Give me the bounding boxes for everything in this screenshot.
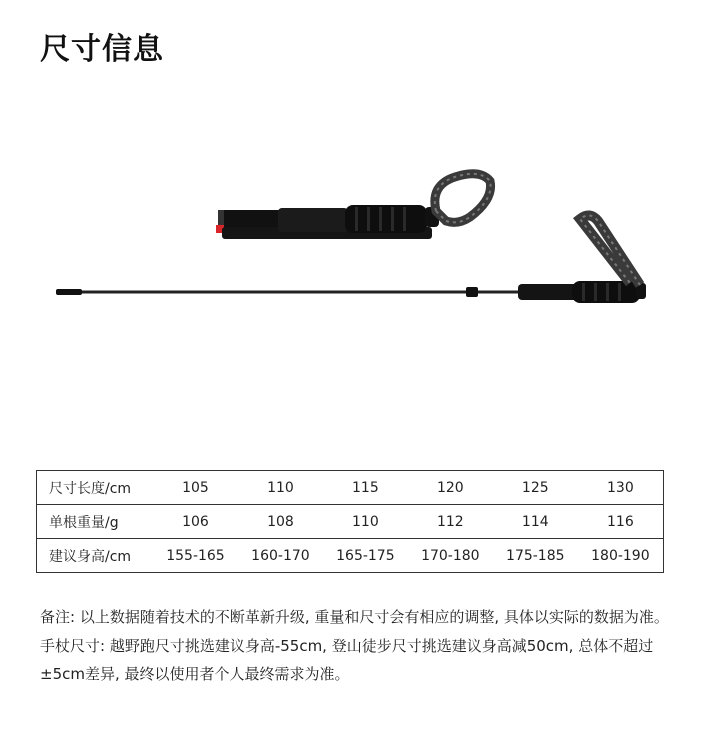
row-label: 尺寸长度/cm [37,471,154,505]
table-cell: 160-170 [238,539,323,573]
table-cell: 106 [153,505,238,539]
row-label: 单根重量/g [37,505,154,539]
note-remark: 备注: 以上数据随着技术的不断革新升级, 重量和尺寸会有相应的调整, 具体以实际的数据为准。 [40,608,669,626]
row-label: 建议身高/cm [37,539,154,573]
table-cell: 110 [238,471,323,505]
table-cell: 115 [323,471,408,505]
table-cell: 114 [493,505,578,539]
notes-section [40,603,670,689]
table-cell: 110 [323,505,408,539]
table-cell: 125 [493,471,578,505]
table-cell: 170-180 [408,539,493,573]
table-row-height [37,539,664,573]
table-cell: 175-185 [493,539,578,573]
table-cell: 130 [578,471,664,505]
page-title: 尺寸信息 [40,32,164,67]
note-pole-size: 手杖尺寸: 越野跑尺寸挑选建议身高-55cm, 登山徒步尺寸挑选建议身高减50cm, 总体不超过±5cm差异, 最终以使用者个人最终需求为准。 [40,636,654,683]
table-cell: 155-165 [153,539,238,573]
table-cell: 116 [578,505,664,539]
table-cell: 108 [238,505,323,539]
table-cell: 165-175 [323,539,408,573]
table-row-weight [37,505,664,539]
trekking-pole-image [0,165,702,315]
table-cell: 180-190 [578,539,664,573]
table-row-length [37,471,664,505]
folded-pole [216,174,491,239]
table-cell: 112 [408,505,493,539]
table-cell: 120 [408,471,493,505]
size-table [36,470,664,573]
table-cell: 105 [153,471,238,505]
